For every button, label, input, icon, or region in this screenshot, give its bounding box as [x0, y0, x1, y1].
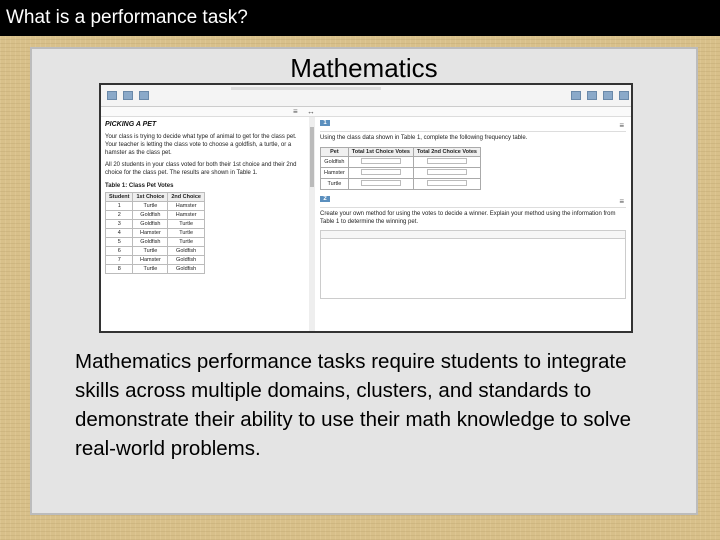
table-caption: Table 1: Class Pet Votes: [105, 182, 174, 189]
table-cell: 4: [106, 228, 133, 237]
frequency-table: [320, 147, 481, 190]
answer-input[interactable]: [413, 167, 480, 178]
table-cell: Hamster: [133, 255, 168, 264]
table-cell: Hamster: [321, 167, 349, 178]
question-text: Using the class data shown in Table 1, complete the following frequency table.: [320, 135, 528, 141]
answer-input[interactable]: [413, 156, 480, 167]
votes-table: [105, 192, 205, 274]
toolbar-icon-2: [123, 91, 133, 100]
description-text: Mathematics performance tasks require students to integrate skills across multiple domains, clusters, and standards to demonstrate their ability to use their math knowledge to solve real-world problems.: [75, 350, 632, 460]
table-header: 2nd Choice: [168, 192, 205, 201]
toolbar-icon-3: [139, 91, 149, 100]
table-row: [106, 201, 205, 210]
content-panel: [30, 47, 698, 515]
table-cell: 3: [106, 219, 133, 228]
table-row: [106, 210, 205, 219]
question-pane: [317, 117, 629, 333]
answer-input[interactable]: [348, 178, 413, 189]
question-header: [320, 120, 626, 132]
answer-input[interactable]: [348, 156, 413, 167]
table-cell: Hamster: [168, 201, 205, 210]
toolbar-icon-7: [619, 91, 629, 100]
table-header: Total 2nd Choice Votes: [413, 147, 480, 156]
table-header: Total 1st Choice Votes: [348, 147, 413, 156]
toolbar-icon-4: [571, 91, 581, 100]
table-header: 1st Choice: [133, 192, 168, 201]
table-row: [106, 255, 205, 264]
table-cell: Goldfish: [133, 237, 168, 246]
editor-toolbar[interactable]: [320, 230, 626, 239]
passage-scrollbar[interactable]: [309, 117, 315, 333]
table-row: [106, 246, 205, 255]
menu-icon: ≡: [293, 107, 298, 116]
answer-input[interactable]: [348, 167, 413, 178]
answer-input[interactable]: [413, 178, 480, 189]
table-cell: Turtle: [133, 264, 168, 273]
table-cell: 6: [106, 246, 133, 255]
task-screenshot: [99, 83, 633, 333]
table-row: [106, 237, 205, 246]
question-text: Create your own method for using the votes to decide a winner. Explain your method using the information from Table 1 to determine the winning pet.: [320, 210, 616, 225]
table-cell: Turtle: [168, 219, 205, 228]
menu-icon[interactable]: ≡: [619, 196, 624, 206]
table-cell: Turtle: [168, 228, 205, 237]
table-header: Student: [106, 192, 133, 201]
table-cell: Goldfish: [168, 246, 205, 255]
table-cell: Turtle: [321, 178, 349, 189]
passage-paragraph: All 20 students in your class voted for both their 1st choice and their 2nd choice for the class pet. The results are shown in Table 1.: [105, 162, 297, 177]
nav-bar: [101, 107, 631, 117]
toolbar-icon-1: [107, 91, 117, 100]
table-row: [321, 178, 481, 189]
table-header: Pet: [321, 147, 349, 156]
table-row: [106, 228, 205, 237]
response-editor[interactable]: [320, 239, 626, 299]
question-header: [320, 196, 626, 208]
table-row: [321, 167, 481, 178]
passage-title: PICKING A PET: [105, 121, 157, 128]
table-cell: Turtle: [133, 246, 168, 255]
question-number: 2: [320, 196, 330, 202]
table-cell: Goldfish: [133, 210, 168, 219]
table-row: [106, 264, 205, 273]
table-cell: Hamster: [133, 228, 168, 237]
menu-icon[interactable]: ≡: [619, 121, 624, 130]
slide-heading: Mathematics: [290, 53, 438, 83]
scrollbar-thumb[interactable]: [310, 127, 314, 187]
toolbar-icon-6: [603, 91, 613, 100]
slide-title: What is a performance task?: [0, 0, 720, 36]
table-cell: 1: [106, 201, 133, 210]
table-cell: Goldfish: [321, 156, 349, 167]
table-cell: Turtle: [133, 201, 168, 210]
table-row: [106, 219, 205, 228]
table-cell: 5: [106, 237, 133, 246]
table-cell: 8: [106, 264, 133, 273]
table-cell: Goldfish: [168, 255, 205, 264]
table-cell: Turtle: [168, 237, 205, 246]
table-cell: 7: [106, 255, 133, 264]
table-cell: Goldfish: [133, 219, 168, 228]
table-cell: 2: [106, 210, 133, 219]
toolbar-icon-5: [587, 91, 597, 100]
table-cell: Hamster: [168, 210, 205, 219]
table-row: [321, 156, 481, 167]
passage-pane: [101, 117, 309, 333]
toolbar: [101, 85, 631, 107]
question-number: 1: [320, 120, 330, 126]
arrows-icon: ↔: [307, 107, 315, 116]
table-cell: Goldfish: [168, 264, 205, 273]
passage-paragraph: Your class is trying to decide what type of animal to get for the class pet. Your teacher is letting the class vote to choose a goldfish, a turtle, or a hamster as the class pet.: [105, 134, 297, 156]
toolbar-text-strip: [231, 87, 381, 90]
